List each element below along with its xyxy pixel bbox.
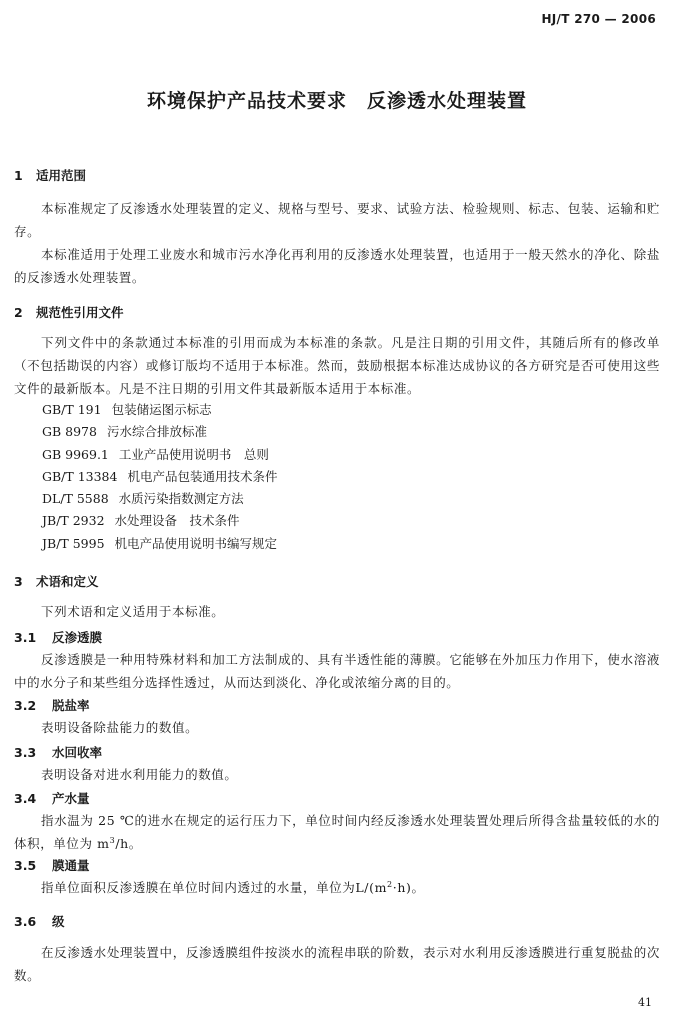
term-3-5-definition [14,876,660,899]
reference-code: GB 9969.1 [42,446,109,462]
definition-text: 指水温为 25 ℃的进水在规定的运行压力下，单位时间内经反渗透水处理装置处理后所得含盐量较低的水的体积，单位为 m [14,813,660,851]
reference-item [42,444,277,466]
term-number: 3.4 [14,791,37,806]
reference-title: 机电产品使用说明书编写规定 [114,535,278,551]
section-number: 1 [14,168,23,183]
definition-text-end: ·h)。 [392,880,425,895]
term-number: 3.2 [14,698,37,713]
term-heading-3-5 [14,856,90,874]
reference-item [42,488,277,510]
reference-title: 水处理设备 技术条件 [114,513,240,529]
reference-code: DL/T 5588 [42,491,109,507]
reference-item [42,533,277,555]
definition-text: 指单位面积反渗透膜在单位时间内透过的水量，单位为L/(m [41,880,388,895]
reference-title: 水质污染指数测定方法 [118,491,244,507]
reference-item [42,510,277,532]
section-3-intro: 下列术语和定义适用于本标准。 [41,604,225,619]
section-heading-1 [14,166,86,184]
term-number: 3.6 [14,914,37,929]
reference-code: GB 8978 [42,424,97,440]
term-heading-3-1 [14,628,102,646]
term-number: 3.5 [14,858,37,873]
standard-number: HJ/T 270 — 2006 [541,12,656,26]
term-number: 3.1 [14,630,37,645]
document-title: 环境保护产品技术要求 反渗透水处理装置 [146,90,527,112]
superscript: 3 [109,835,116,845]
term-3-6-definition: 在反渗透水处理装置中，反渗透膜组件按淡水的流程串联的阶数，表示对水利用反渗透膜进行重复脱盐的次数。 [14,945,660,983]
page-number: 41 [638,996,652,1009]
section-2-paragraph-1: 下列文件中的条款通过本标准的引用而成为本标准的条款。凡是注日期的引用文件，其随后所有的修改单（不包括勘误的内容）或修订版均不适用于本标准。然而，鼓励根据本标准达成协议的各方研究是否可使用这些文件的最新版本。凡是不注日期的引用文件其最新版本适用于本标准。 [14,335,660,396]
normative-reference-list [42,399,277,555]
reference-item [42,421,277,443]
section-1-paragraph-2: 本标准适用于处理工业废水和城市污水净化再利用的反渗透水处理装置，也适用于一般天然水的净化、除盐的反渗透水处理装置。 [14,247,660,285]
superscript: 2 [387,879,393,889]
reference-item [42,466,277,488]
term-heading-3-3 [14,743,102,761]
term-3-3-definition: 表明设备对进水利用能力的数值。 [41,767,238,782]
term-title: 水回收率 [52,745,103,760]
term-heading-3-6 [14,912,65,930]
term-title: 反渗透膜 [52,630,103,645]
section-title: 适用范围 [36,168,87,183]
term-heading-3-2 [14,696,90,714]
section-heading-3 [14,572,99,590]
reference-title: 包装储运图示标志 [111,402,212,417]
section-number: 2 [14,305,23,320]
section-1-paragraph-1: 本标准规定了反渗透水处理装置的定义、规格与型号、要求、试验方法、检验规则、标志、包装、运输和贮存。 [14,201,660,239]
term-title: 脱盐率 [52,698,90,713]
reference-item [42,399,277,421]
term-3-2-definition: 表明设备除盐能力的数值。 [41,720,199,735]
reference-code: JB/T 5995 [42,535,105,551]
reference-code: GB/T 13384 [42,468,118,484]
term-title: 产水量 [52,791,90,806]
term-title: 级 [52,914,65,929]
section-title: 规范性引用文件 [36,305,124,320]
reference-code: JB/T 2932 [42,513,105,529]
section-heading-2 [14,303,124,321]
reference-title: 污水综合排放标准 [106,424,207,440]
reference-title: 机电产品包装通用技术条件 [127,468,278,484]
term-3-4-definition [14,809,660,855]
term-title: 膜通量 [52,858,90,873]
definition-text-end: /h。 [115,836,142,851]
term-number: 3.3 [14,745,37,760]
section-number: 3 [14,574,23,589]
term-3-1-definition: 反渗透膜是一种用特殊材料和加工方法制成的、具有半透性能的薄膜。它能够在外加压力作用下，使水溶液中的水分子和某些组分选择性透过，从而达到淡化、净化或浓缩分离的目的。 [14,652,660,690]
reference-title: 工业产品使用说明书 总则 [118,446,269,462]
term-heading-3-4 [14,789,90,807]
reference-code: GB/T 191 [42,402,102,417]
section-title: 术语和定义 [36,574,99,589]
